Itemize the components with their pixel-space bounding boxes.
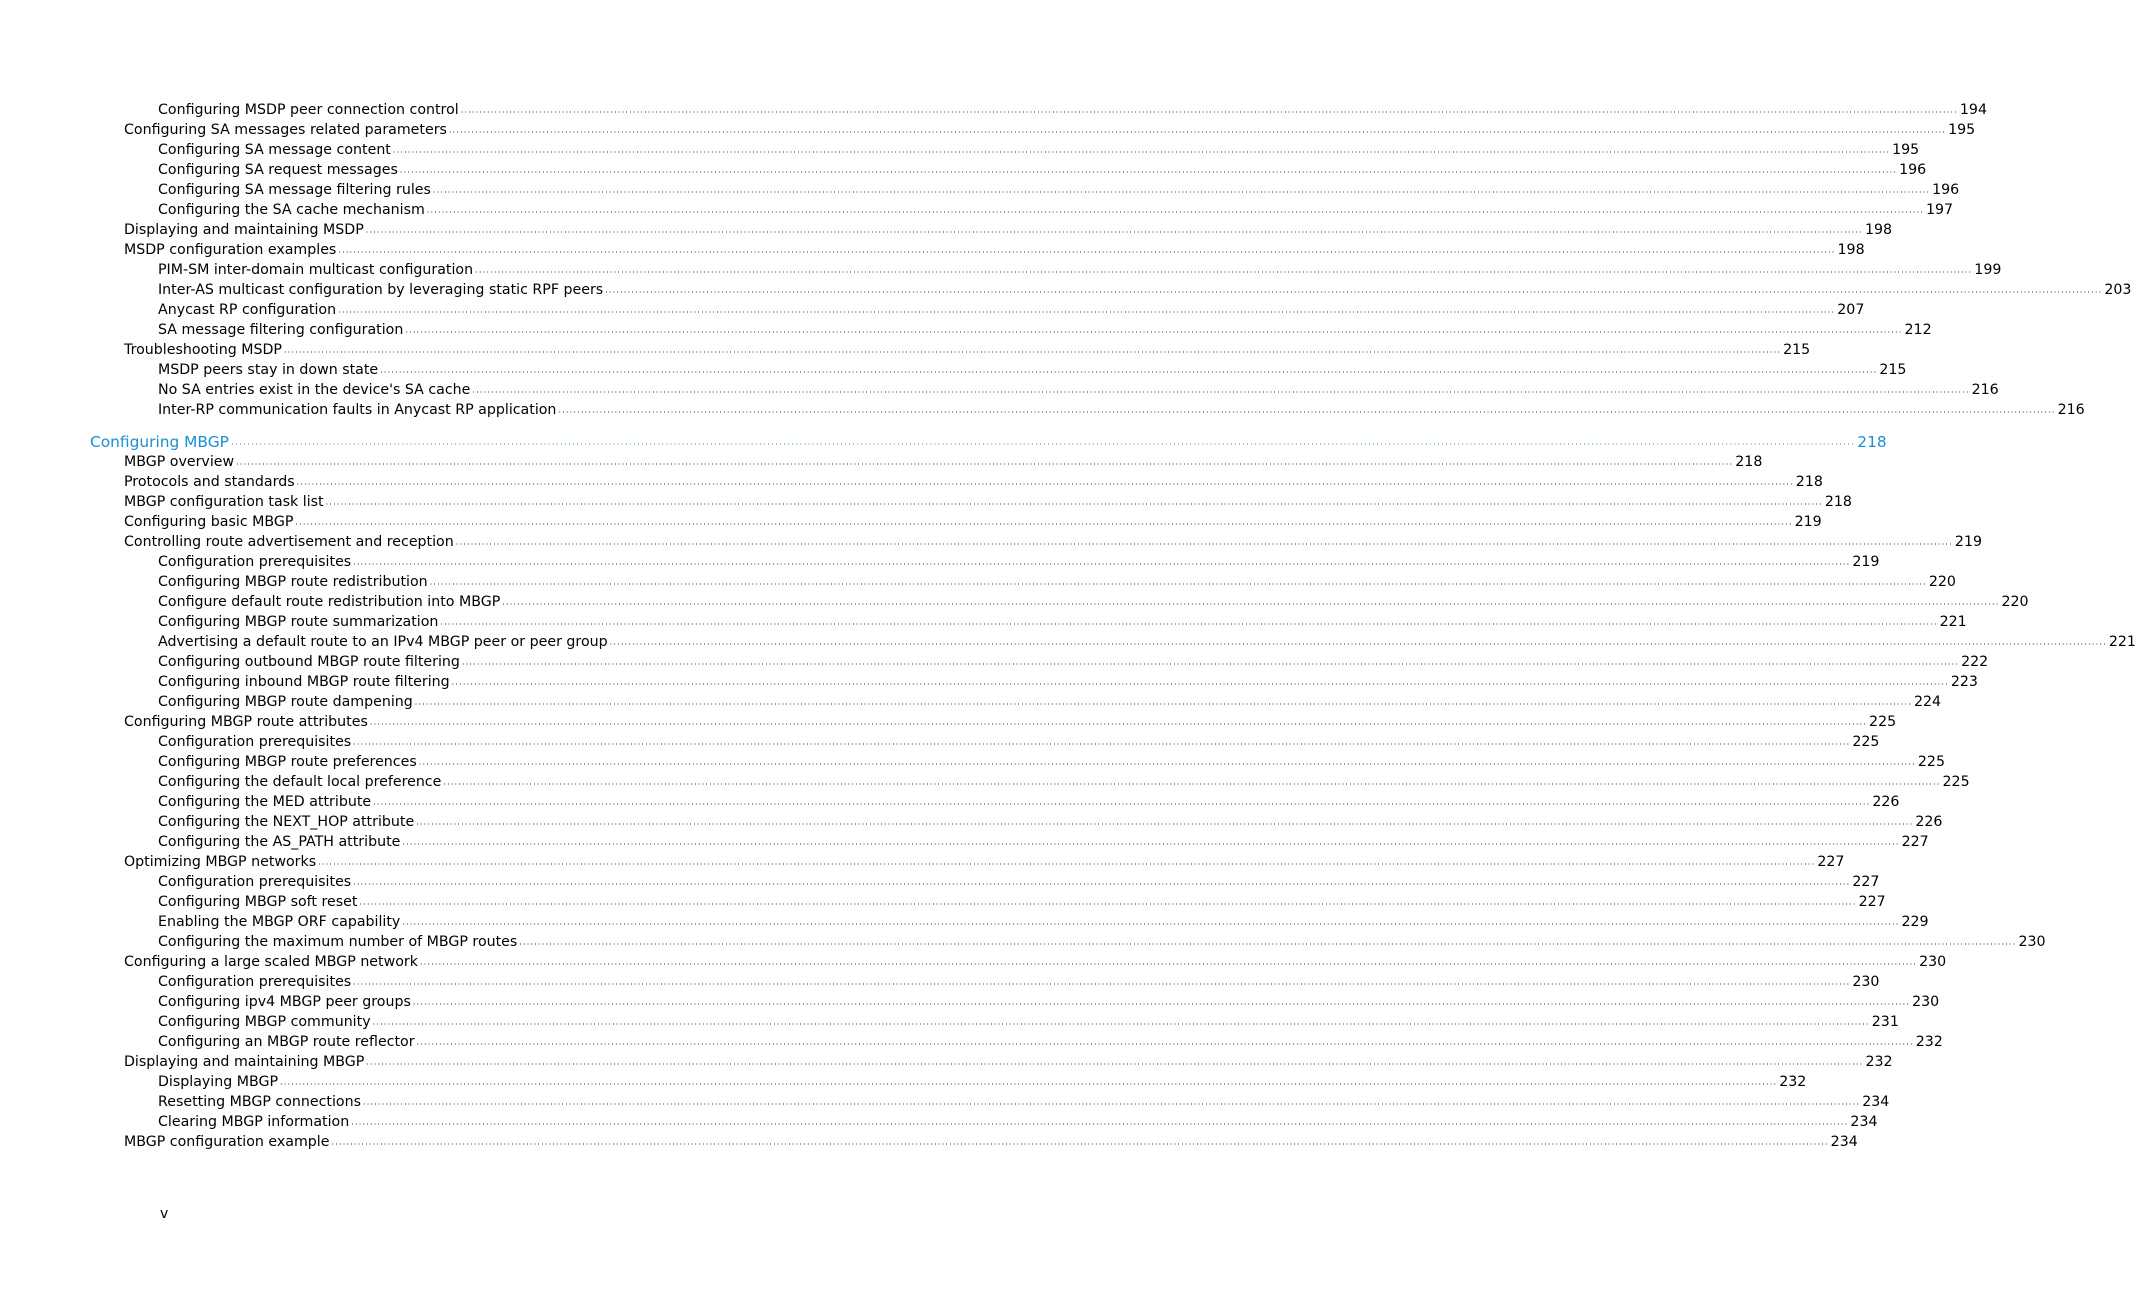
toc-entry-page: 230 <box>1852 974 1880 990</box>
toc-entry-page: 225 <box>1942 774 1970 790</box>
dot-leader: ················································································································································································································································································································································································································ <box>455 540 1953 549</box>
dot-leader: ················································································································································································································································································································································································································ <box>373 800 1871 809</box>
toc-entry-title: Configuring the SA cache mechanism <box>158 202 425 218</box>
toc-entry-title: Protocols and standards <box>124 474 295 490</box>
toc-entry-title: Resetting MBGP connections <box>158 1094 361 1110</box>
toc-entry[interactable] <box>0 632 2136 652</box>
toc-entry-page: 220 <box>2001 594 2029 610</box>
toc-entry-page: 230 <box>2018 934 2046 950</box>
toc-entry-page: 219 <box>1852 554 1880 570</box>
toc-entry-page: 225 <box>1869 714 1897 730</box>
toc-entry[interactable] <box>0 912 1929 932</box>
toc-entry-page: 232 <box>1915 1034 1943 1050</box>
toc-entry-title: Displaying and maintaining MSDP <box>124 222 364 238</box>
toc-entry-title: Configuring SA message filtering rules <box>158 182 431 198</box>
toc-entry[interactable] <box>0 492 1852 512</box>
toc-entry[interactable] <box>0 1112 1878 1132</box>
toc-entry-page: 232 <box>1865 1054 1893 1070</box>
toc-entry[interactable] <box>0 772 1970 792</box>
dot-leader: ················································································································································································································································································································································································································ <box>416 820 1914 829</box>
dot-leader: ················································································································································································································································································································································································································ <box>502 600 2000 609</box>
toc-entry-title: Configuration prerequisites <box>158 734 352 750</box>
toc-entry-page: 196 <box>1899 162 1927 178</box>
toc-entry-title: Configuring SA message content <box>158 142 391 158</box>
toc-entry[interactable] <box>0 792 1900 812</box>
toc-entry-title: Configuration prerequisites <box>158 554 352 570</box>
toc-entry-title: MSDP configuration examples <box>124 242 337 258</box>
toc-entry-title: Configuring an MBGP route reflector <box>158 1034 415 1050</box>
toc-entry-page: 226 <box>1915 814 1943 830</box>
toc-entry[interactable] <box>0 992 1940 1012</box>
toc-entry-page: 197 <box>1925 202 1954 218</box>
toc-entry-title: Configuring MBGP community <box>158 1014 371 1030</box>
toc-entry-title: Configuring outbound MBGP route filtering <box>158 654 460 670</box>
toc-entry-page: 222 <box>1961 654 1989 670</box>
toc-entry-page: 221 <box>2108 634 2136 650</box>
toc-entry-title: Configuring MBGP route attributes <box>124 714 368 730</box>
toc-entry-title: Optimizing MBGP networks <box>124 854 317 870</box>
toc-entry-title: Inter-AS multicast configuration by leveraging static RPF peers <box>158 282 604 298</box>
toc-entry[interactable] <box>0 220 1893 240</box>
toc-entry-page: 234 <box>1830 1134 1858 1150</box>
toc-entry-title: Advertising a default route to an IPv4 MBGP peer or peer group <box>158 634 608 650</box>
dot-leader: ················································································································································································································································································································································································································ <box>230 440 1856 450</box>
toc-entry[interactable] <box>0 160 1927 180</box>
toc-entry-page: 198 <box>1864 222 1893 238</box>
toc-entry-title: MBGP configuration task list <box>124 494 324 510</box>
toc-entry-title: Configure default route redistribution into MBGP <box>158 594 501 610</box>
dot-leader: ················································································································································································································································································································································································································ <box>448 128 1947 137</box>
toc-entry[interactable] <box>0 200 1954 220</box>
toc-entry-title: MBGP overview <box>124 454 235 470</box>
dot-leader: ················································································································································································································································································································································································································ <box>365 228 1863 237</box>
toc-entry[interactable] <box>0 1032 1943 1052</box>
toc-entry-page: 234 <box>1850 1114 1878 1130</box>
toc-entry-page: 216 <box>1971 382 1999 398</box>
toc-entry-page: 195 <box>1948 122 1976 138</box>
toc-entry[interactable] <box>0 692 1942 712</box>
toc-entry-title: Configuring MBGP route dampening <box>158 694 413 710</box>
toc-entry-title: Controlling route advertisement and reception <box>124 534 454 550</box>
toc-entry-title: No SA entries exist in the device's SA cache <box>158 382 471 398</box>
toc-entry-title: Configuring inbound MBGP route filtering <box>158 674 450 690</box>
toc-entry-title: Configuring the MED attribute <box>158 794 372 810</box>
dot-leader: ················································································································································································································································································································································································································ <box>338 308 1836 317</box>
toc-entry-page: 194 <box>1959 102 1987 118</box>
toc-entry-page: 218 <box>1735 454 1763 470</box>
toc-entry[interactable] <box>0 1072 1807 1092</box>
toc-entry[interactable] <box>0 652 1989 672</box>
toc-entry-page: 219 <box>1794 514 1822 530</box>
toc-entry-page: 212 <box>1904 322 1932 338</box>
dot-leader: ················································································································································································································································································································································································································ <box>416 1040 1914 1049</box>
toc-entry-title: Configuring ipv4 MBGP peer groups <box>158 994 411 1010</box>
dot-leader: ················································································································································································································································································································································································································ <box>429 580 1927 589</box>
toc-entry-page: 225 <box>1852 734 1880 750</box>
dot-leader: ················································································································································································································································································································································································································ <box>443 780 1941 789</box>
dot-leader: ················································································································································································································································································································································································································ <box>605 288 2103 297</box>
dot-leader: ················································································································································································································································································································································································································ <box>353 880 1851 889</box>
toc-entry[interactable] <box>0 552 1880 572</box>
dot-leader: ················································································································································································································································································································································································································ <box>359 900 1857 909</box>
toc-entry[interactable] <box>0 972 1880 992</box>
toc-entry-title: Configuring MBGP route preferences <box>158 754 417 770</box>
toc-entry-page: 224 <box>1913 694 1942 710</box>
toc-entry-title: Configuring the NEXT_HOP attribute <box>158 814 415 830</box>
toc-entry-page: 218 <box>1795 474 1823 490</box>
toc-entry[interactable] <box>0 672 1978 692</box>
dot-leader: ················································································································································································································································································································································································································ <box>451 680 1949 689</box>
toc-entry[interactable] <box>0 1092 1890 1112</box>
toc-entry-page: 226 <box>1872 794 1900 810</box>
toc-entry[interactable] <box>0 260 2002 280</box>
toc-entry-title: Enabling the MBGP ORF capability <box>158 914 401 930</box>
toc-entry[interactable] <box>0 140 1920 160</box>
toc-entry-title: MSDP peers stay in down state <box>158 362 379 378</box>
toc-entry[interactable] <box>0 532 1983 552</box>
toc-entry-page: 196 <box>1932 182 1960 198</box>
toc-entry[interactable] <box>0 952 1947 972</box>
dot-leader: ················································································································································································································································································································································································································ <box>412 1000 1911 1009</box>
toc-entry-page: 227 <box>1817 854 1845 870</box>
toc-entry-page: 229 <box>1901 914 1929 930</box>
toc-entry[interactable] <box>0 100 1987 120</box>
dot-leader: ················································································································································································································································································································································································································ <box>318 860 1816 869</box>
toc-entry[interactable] <box>0 320 1932 340</box>
dot-leader: ················································································································································································································································································································································································································ <box>369 720 1868 729</box>
dot-leader: ················································································································································································································································································································································································································ <box>296 480 1794 489</box>
toc-entry[interactable] <box>0 732 1880 752</box>
toc-entry-page: 227 <box>1852 874 1880 890</box>
dot-leader: ················································································································································································································································································································································································································ <box>338 248 1836 257</box>
toc-entry[interactable] <box>0 852 1845 872</box>
table-of-contents <box>0 100 2136 1152</box>
dot-leader: ················································································································································································································································································································································································································ <box>325 500 1823 509</box>
toc-entry-page: 223 <box>1950 674 1978 690</box>
dot-leader: ················································································································································································································································································································································································································ <box>353 740 1851 749</box>
toc-entry-title: Anycast RP configuration <box>158 302 337 318</box>
toc-entry[interactable] <box>0 932 2046 952</box>
dot-leader: ················································································································································································································································································································································································································ <box>475 268 1973 277</box>
toc-entry[interactable] <box>0 592 2029 612</box>
toc-entry[interactable] <box>0 892 1886 912</box>
toc-entry-title: MBGP configuration example <box>124 1134 330 1150</box>
dot-leader: ················································································································································································································································································································································································································ <box>283 348 1782 357</box>
toc-entry-title: Configuring SA messages related parameters <box>124 122 447 138</box>
toc-entry-title: Configuration prerequisites <box>158 974 352 990</box>
toc-entry-title: Configuring basic MBGP <box>124 514 294 530</box>
page-number: v <box>160 1206 169 1222</box>
toc-entry[interactable] <box>0 120 1976 140</box>
toc-entry-page: 231 <box>1871 1014 1899 1030</box>
toc-entry[interactable] <box>0 240 1865 260</box>
toc-entry[interactable] <box>0 1132 1858 1152</box>
toc-entry-title: Configuring MBGP route redistribution <box>158 574 428 590</box>
dot-leader: ················································································································································································································································································································································································································ <box>461 660 1960 669</box>
toc-entry-title: Configuring SA request messages <box>158 162 398 178</box>
toc-entry[interactable] <box>0 1012 1899 1032</box>
dot-leader: ················································································································································································································································································································································································································ <box>331 1140 1829 1149</box>
dot-leader: ················································································································································································································································································································································································································ <box>295 520 1793 529</box>
dot-leader: ················································································································································································································································································································································································································ <box>380 368 1878 377</box>
toc-entry[interactable] <box>0 572 1956 592</box>
toc-entry-page: 219 <box>1954 534 1983 550</box>
toc-entry[interactable] <box>0 452 1763 472</box>
toc-entry[interactable] <box>0 280 2132 300</box>
dot-leader: ················································································································································································································································································································································································································ <box>402 920 1900 929</box>
dot-leader: ················································································································································································································································································································································································································ <box>419 960 1918 969</box>
toc-entry-title: Configuring the maximum number of MBGP routes <box>158 934 518 950</box>
toc-entry[interactable] <box>0 872 1880 892</box>
toc-entry[interactable] <box>0 380 1999 400</box>
dot-leader: ················································································································································································································································································································································································································ <box>363 1100 1861 1109</box>
toc-entry-title: Configuring the default local preference <box>158 774 442 790</box>
toc-entry-page: 207 <box>1837 302 1865 318</box>
toc-entry-title: Configuring MBGP soft reset <box>158 894 358 910</box>
toc-entry[interactable] <box>0 360 1907 380</box>
toc-entry-title: Configuring MBGP <box>90 433 229 451</box>
toc-entry-title: Configuring the AS_PATH attribute <box>158 834 401 850</box>
toc-entry[interactable] <box>0 832 1929 852</box>
toc-entry-title: Configuring MSDP peer connection control <box>158 102 459 118</box>
toc-entry-page: 215 <box>1783 342 1811 358</box>
toc-entry-title: Troubleshooting MSDP <box>124 342 282 358</box>
toc-entry[interactable] <box>0 400 2085 420</box>
dot-leader: ················································································································································································································································································································································································································ <box>402 840 1900 849</box>
dot-leader: ················································································································································································································································································································································································································ <box>280 1080 1778 1089</box>
toc-entry-title: PIM-SM inter-domain multicast configuration <box>158 262 474 278</box>
dot-leader: ················································································································································································································································································································································································································ <box>426 208 1924 217</box>
toc-entry-page: 198 <box>1837 242 1865 258</box>
dot-leader: ················································································································································································································································································································································································································ <box>418 760 1916 769</box>
toc-entry-page: 203 <box>2104 282 2132 298</box>
dot-leader: ················································································································································································································································································································································································································ <box>405 328 1903 337</box>
dot-leader: ················································································································································································································································································································································································································ <box>414 700 1912 709</box>
dot-leader: ················································································································································································································································································································································································································ <box>460 108 1958 117</box>
toc-entry-page: 195 <box>1892 142 1920 158</box>
toc-entry-title: Configuring MBGP route summarization <box>158 614 439 630</box>
toc-entry[interactable] <box>0 340 1811 360</box>
toc-entry-page: 234 <box>1862 1094 1890 1110</box>
dot-leader: ················································································································································································································································································································································································································ <box>351 1120 1849 1129</box>
toc-entry-page: 227 <box>1901 834 1929 850</box>
dot-leader: ················································································································································································································································································································································································································ <box>353 560 1851 569</box>
dot-leader: ················································································································································································································································································································································································································ <box>236 460 1734 469</box>
toc-entry-page: 225 <box>1917 754 1945 770</box>
dot-leader: ················································································································································································································································································································································································································ <box>353 980 1851 989</box>
toc-entry[interactable] <box>0 472 1823 492</box>
toc-entry[interactable] <box>0 612 1967 632</box>
toc-entry[interactable] <box>0 1052 1893 1072</box>
toc-entry-page: 230 <box>1919 954 1947 970</box>
toc-chapter-entry[interactable] <box>0 430 1887 452</box>
toc-entry-title: Clearing MBGP information <box>158 1114 350 1130</box>
toc-entry-page: 221 <box>1939 614 1967 630</box>
dot-leader: ················································································································································································································································································································································································································ <box>440 620 1938 629</box>
toc-entry-page: 230 <box>1912 994 1940 1010</box>
toc-entry[interactable] <box>0 752 1945 772</box>
toc-entry-page: 220 <box>1928 574 1956 590</box>
toc-entry-page: 218 <box>1824 494 1852 510</box>
toc-entry-page: 215 <box>1879 362 1907 378</box>
toc-entry-page: 216 <box>2057 402 2085 418</box>
toc-entry-title: SA message filtering configuration <box>158 322 404 338</box>
dot-leader: ················································································································································································································································································································································································································ <box>392 148 1891 157</box>
toc-entry-title: Configuration prerequisites <box>158 874 352 890</box>
toc-entry[interactable] <box>0 812 1943 832</box>
dot-leader: ················································································································································································································································································································································································································ <box>432 188 1931 197</box>
toc-entry-page: 232 <box>1779 1074 1807 1090</box>
toc-entry[interactable] <box>0 180 1960 200</box>
dot-leader: ················································································································································································································································································································································································································ <box>519 940 2017 949</box>
toc-entry[interactable] <box>0 712 1897 732</box>
dot-leader: ················································································································································································································································································································································································································ <box>366 1060 1864 1069</box>
toc-entry-title: Displaying and maintaining MBGP <box>124 1054 365 1070</box>
dot-leader: ················································································································································································································································································································································································································ <box>372 1020 1870 1029</box>
toc-entry-title: Displaying MBGP <box>158 1074 279 1090</box>
dot-leader: ················································································································································································································································································································································································································ <box>399 168 1898 177</box>
toc-entry-title: Inter-RP communication faults in Anycast RP application <box>158 402 557 418</box>
toc-entry-title: Configuring a large scaled MBGP network <box>124 954 418 970</box>
dot-leader: ················································································································································································································································································································································································································ <box>609 640 2107 649</box>
toc-entry[interactable] <box>0 300 1865 320</box>
toc-entry-page: 199 <box>1974 262 2002 278</box>
toc-entry-page: 218 <box>1857 433 1887 451</box>
dot-leader: ················································································································································································································································································································································································································ <box>558 408 2056 417</box>
toc-entry[interactable] <box>0 512 1822 532</box>
dot-leader: ················································································································································································································································································································································································································ <box>472 388 1970 397</box>
toc-entry-page: 227 <box>1858 894 1886 910</box>
